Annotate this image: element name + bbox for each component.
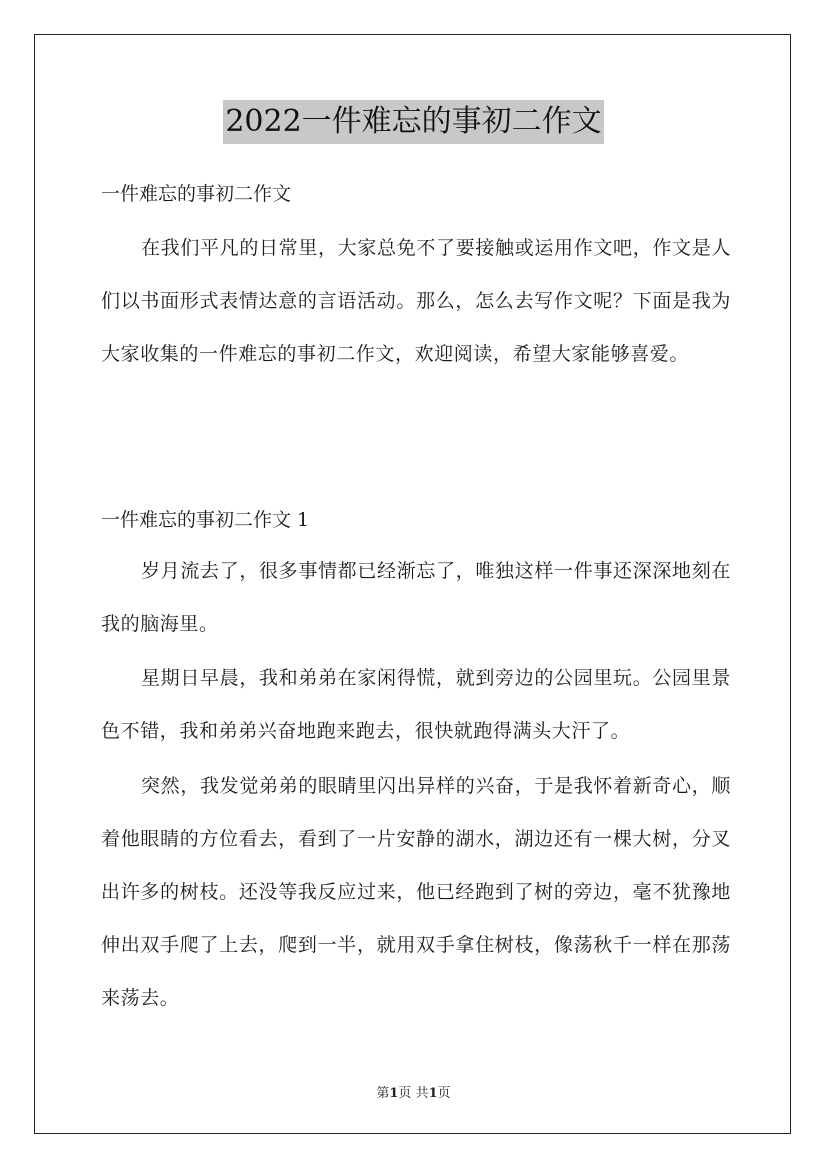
paragraph-intro[interactable]: 在我们平凡的日常里，大家总免不了要接触或运用作文吧，作文是人们以书面形式表情达意的言语活动。那么，怎么去写作文呢？下面是我为大家收集的一件难忘的事初二作文，欢迎阅读，希望大家能够喜爱。 — [101, 237, 731, 365]
footer-page-number: 1 — [389, 1086, 399, 1101]
title-container — [0, 100, 827, 144]
section-heading-intro[interactable]: 一件难忘的事初二作文 — [101, 183, 292, 205]
paragraph-essay-1-p1[interactable]: 岁月流去了，很多事情都已经渐忘了，唯独这样一件事还深深地刻在我的脑海里。 — [101, 560, 731, 635]
page-footer — [0, 1082, 827, 1101]
section-heading-essay-1[interactable]: 一件难忘的事初二作文 1 — [101, 509, 310, 531]
footer-page-mid: 页 共 — [398, 1086, 429, 1101]
footer-page-prefix: 第 — [376, 1086, 390, 1101]
paragraph-essay-1-p2[interactable]: 星期日早晨，我和弟弟在家闲得慌，就到旁边的公园里玩。公园里景色不错，我和弟弟兴奋地跑来跑去，很快就跑得满头大汗了。 — [101, 667, 731, 742]
paragraph-essay-1-p3[interactable]: 突然，我发觉弟弟的眼睛里闪出异样的兴奋，于是我怀着新奇心，顺着他眼睛的方位看去，看到了一片安静的湖水，湖边还有一棵大树，分叉出许多的树枝。还没等我反应过来，他已经跑到了树的旁边，毫不犹豫地伸出双手爬了上去，爬到一半，就用双手拿住树枝，像荡秋千一样在那荡来荡去。 — [101, 775, 731, 1009]
footer-page-suffix: 页 — [437, 1086, 451, 1101]
footer-total-pages: 1 — [428, 1086, 438, 1101]
document-title[interactable]: 2022一件难忘的事初二作文 — [223, 100, 603, 144]
